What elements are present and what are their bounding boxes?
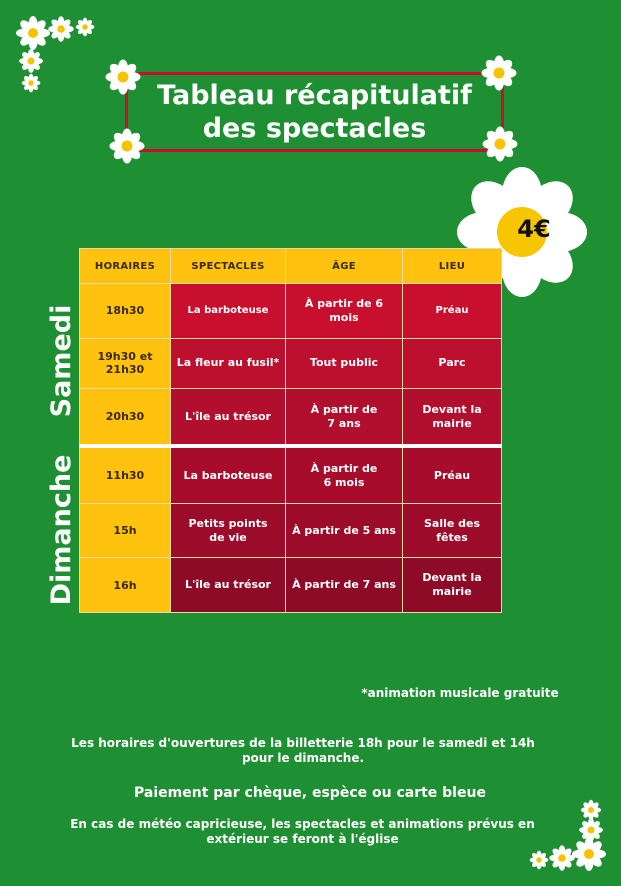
table-row: [80, 389, 502, 446]
daisy-icon: [48, 16, 74, 42]
time-cell: 11h30: [80, 446, 171, 503]
day-label-sunday: Dimanche: [46, 454, 77, 606]
daisy-icon: [480, 54, 518, 92]
place-cell: Devant la mairie: [403, 558, 502, 613]
age-cell: À partir de 6 mois: [286, 446, 403, 503]
daisy-icon: [19, 49, 43, 73]
show-cell: L'île au trésor: [171, 389, 286, 446]
ticket-hours-note: Les horaires d'ouvertures de la billetterie 18h pour le samedi et 14h pour le dimanche.: [71, 736, 535, 765]
payment-note: Paiement par chèque, espèce ou carte bleue: [134, 785, 486, 801]
column-header: LIEU: [403, 249, 502, 284]
title-line-2: des spectacles: [202, 113, 427, 144]
daisy-icon: [581, 800, 601, 820]
age-cell: À partir de 7 ans: [286, 558, 403, 613]
age-cell: À partir de 6 mois: [286, 284, 403, 339]
daisy-icon: [16, 16, 50, 50]
time-cell: 15h: [80, 503, 171, 558]
place-cell: Salle des fêtes: [403, 503, 502, 558]
daisy-icon: [108, 127, 146, 165]
table-row: [80, 446, 502, 503]
show-cell: La barboteuse: [171, 446, 286, 503]
weather-note: En cas de météo capricieuse, les spectacles et animations prévus en extérieur se feront à l'église: [70, 817, 535, 846]
daisy-icon: [22, 74, 41, 93]
column-header: HORAIRES: [80, 249, 171, 284]
show-cell: La barboteuse: [171, 284, 286, 339]
price-label: 4€: [517, 215, 551, 243]
daisy-icon: [481, 125, 519, 163]
age-cell: À partir de 7 ans: [286, 389, 403, 446]
place-cell: Préau: [403, 284, 502, 339]
show-cell: La fleur au fusil*: [171, 338, 286, 389]
age-cell: Tout public: [286, 338, 403, 389]
footnote: *animation musicale gratuite: [361, 686, 559, 700]
daisy-icon: [104, 58, 142, 96]
schedule-table: [79, 248, 502, 613]
column-header: ÂGE: [286, 249, 403, 284]
page-title: [157, 79, 472, 145]
place-cell: Préau: [403, 446, 502, 503]
daisy-icon: [76, 18, 95, 37]
time-cell: 16h: [80, 558, 171, 613]
place-cell: Devant la mairie: [403, 389, 502, 446]
table-row: [80, 284, 502, 339]
show-cell: L'île au trésor: [171, 558, 286, 613]
column-header: SPECTACLES: [171, 249, 286, 284]
table-row: [80, 503, 502, 558]
title-box: [125, 72, 504, 152]
daisy-cluster-top-left: [15, 15, 100, 95]
daisy-icon: [530, 851, 549, 870]
daisy-cluster-bottom-right: [525, 798, 610, 873]
daisy-icon: [572, 837, 606, 871]
time-cell: 19h30 et 21h30: [80, 338, 171, 389]
table-header-row: [80, 249, 502, 284]
daisy-icon: [549, 845, 575, 871]
time-cell: 20h30: [80, 389, 171, 446]
title-line-1: Tableau récapitulatif: [157, 80, 472, 111]
age-cell: À partir de 5 ans: [286, 503, 403, 558]
place-cell: Parc: [403, 338, 502, 389]
table-row: [80, 558, 502, 613]
time-cell: 18h30: [80, 284, 171, 339]
show-cell: Petits points de vie: [171, 503, 286, 558]
day-label-saturday: Samedi: [46, 304, 77, 418]
table-row: [80, 338, 502, 389]
